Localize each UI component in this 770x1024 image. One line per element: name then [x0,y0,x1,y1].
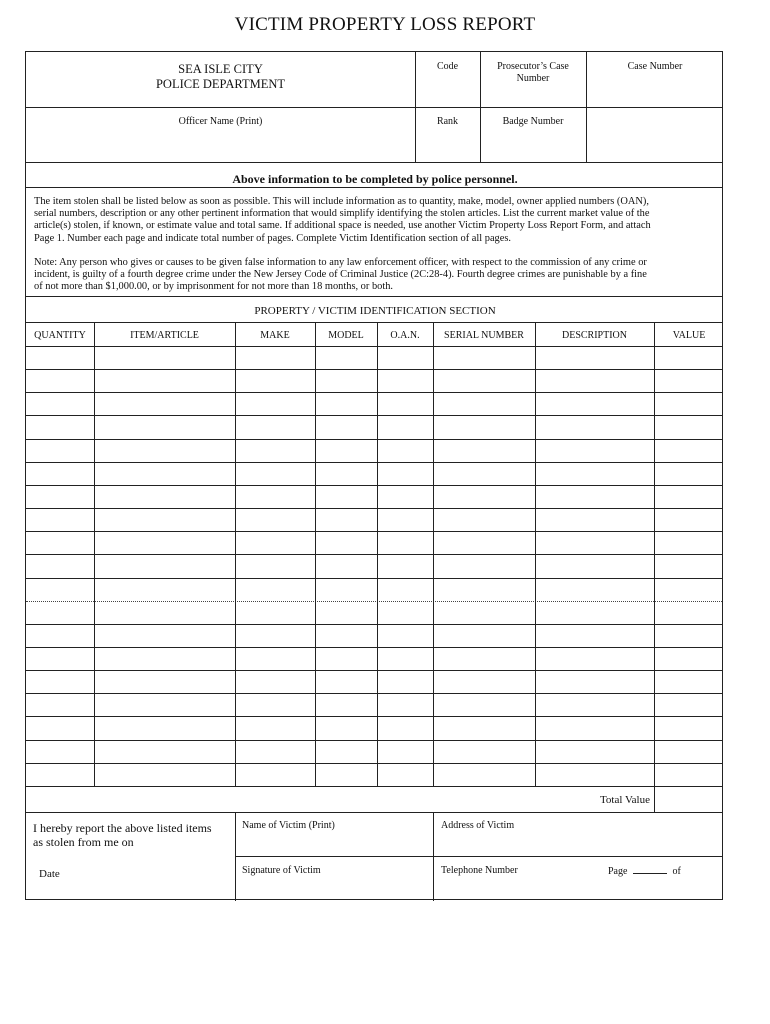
table-column-divider [94,322,95,786]
divider [26,812,722,813]
divider [235,856,722,857]
column-header-make: MAKE [260,330,290,341]
total-value-label: Total Value [599,794,650,806]
case-number-field[interactable]: Case Number [627,61,683,72]
table-column-divider [535,322,536,786]
table-row[interactable] [26,624,722,625]
department-line-2: POLICE DEPARTMENT [155,77,285,91]
note-line: Note: Any person who gives or causes to be given false information to any law enforcement officer, with respect to the commission of any crime or [34,257,647,268]
table-row[interactable] [26,601,722,602]
report-form [25,51,723,900]
column-header-value: VALUE [672,330,706,341]
table-row[interactable] [26,670,722,671]
table-column-divider [315,322,316,786]
table-row[interactable] [26,647,722,648]
false-information-note [34,257,720,294]
prosecutor-case-line-2: Number [516,73,550,84]
prosecutor-case-number-field[interactable] [480,61,586,85]
table-row[interactable] [26,369,722,370]
prosecutor-case-line-1: Prosecutor’s Case [497,61,569,72]
police-personnel-notice: Above information to be completed by police personnel. [232,172,518,186]
officer-name-field[interactable]: Officer Name (Print) [178,116,263,127]
table-row[interactable] [26,716,722,717]
of-label: of [672,866,681,877]
table-row[interactable] [26,763,722,764]
instruction-line: Page 1. Number each page and indicate total number of pages. Complete Victim Identification section of all pages. [34,232,511,244]
page-title: VICTIM PROPERTY LOSS REPORT [234,14,536,35]
victim-name-field[interactable]: Name of Victim (Print) [242,820,335,831]
telephone-number-field[interactable]: Telephone Number [441,865,518,876]
section-title: PROPERTY / VICTIM IDENTIFICATION SECTION [254,305,496,317]
table-row[interactable] [26,578,722,579]
page-label: Page [608,866,628,877]
divider [26,107,722,108]
note-line: incident, is guilty of a fourth degree crime under the New Jersey Code of Criminal Justice (2C:28-4). Fourth degree crimes are punishable by a fine [34,269,647,281]
table-column-divider [377,322,378,786]
department-name [26,62,415,92]
table-row[interactable] [26,439,722,440]
divider [26,296,722,297]
table-row[interactable] [26,392,722,393]
page-count-field[interactable] [608,865,681,878]
total-value-cell[interactable] [654,786,655,812]
instruction-line: serial numbers, description or any other pertinent information that would simplify identifying the stolen articles. List the current market value of the [34,208,650,220]
badge-number-field[interactable]: Badge Number [502,116,564,127]
table-row[interactable] [26,786,722,787]
divider [26,162,722,163]
department-line-1: SEA ISLE CITY [178,62,263,76]
table-row[interactable] [26,508,722,509]
report-statement-line-2: as stolen from me on [33,835,134,849]
instruction-line: article(s) stolen, if known, or estimate value and total same. If additional space is needed, use another Victim Property Loss Report Form, and attach [34,220,651,232]
page-number-blank[interactable] [633,865,667,874]
table-row[interactable] [26,693,722,694]
column-header-serial-number: SERIAL NUMBER [444,330,524,341]
instruction-line: The item stolen shall be listed below as soon as possible. This will include information as to quantity, make, model, owner applied numbers (OAN), [34,196,649,207]
table-row[interactable] [26,415,722,416]
table-row[interactable] [26,485,722,486]
date-field[interactable]: Date [39,868,60,880]
note-line: of not more than $1,000.00, or by imprisonment for not more than 18 months, or both. [34,281,394,293]
table-column-divider [654,322,655,786]
column-header-model: MODEL [328,330,364,341]
rank-field[interactable]: Rank [436,116,459,127]
table-column-divider [235,322,236,786]
report-statement [33,821,233,849]
report-statement-line-1: I hereby report the above listed items [33,821,212,835]
table-row[interactable] [26,554,722,555]
table-column-divider [433,322,434,786]
instructions-paragraph [34,196,720,245]
table-row[interactable] [26,740,722,741]
divider [26,322,722,323]
table-row[interactable] [26,462,722,463]
table-row[interactable] [26,531,722,532]
victim-signature-field[interactable]: Signature of Victim [242,865,321,876]
victim-address-field[interactable]: Address of Victim [441,820,515,831]
column-header-item-article: ITEM/ARTICLE [130,330,199,341]
column-header-oan: O.A.N. [390,330,420,341]
code-field[interactable]: Code [436,61,459,72]
table-header-divider [26,346,722,347]
column-header-quantity: QUANTITY [34,330,86,341]
column-header-description: DESCRIPTION [561,330,627,341]
divider [26,187,722,188]
